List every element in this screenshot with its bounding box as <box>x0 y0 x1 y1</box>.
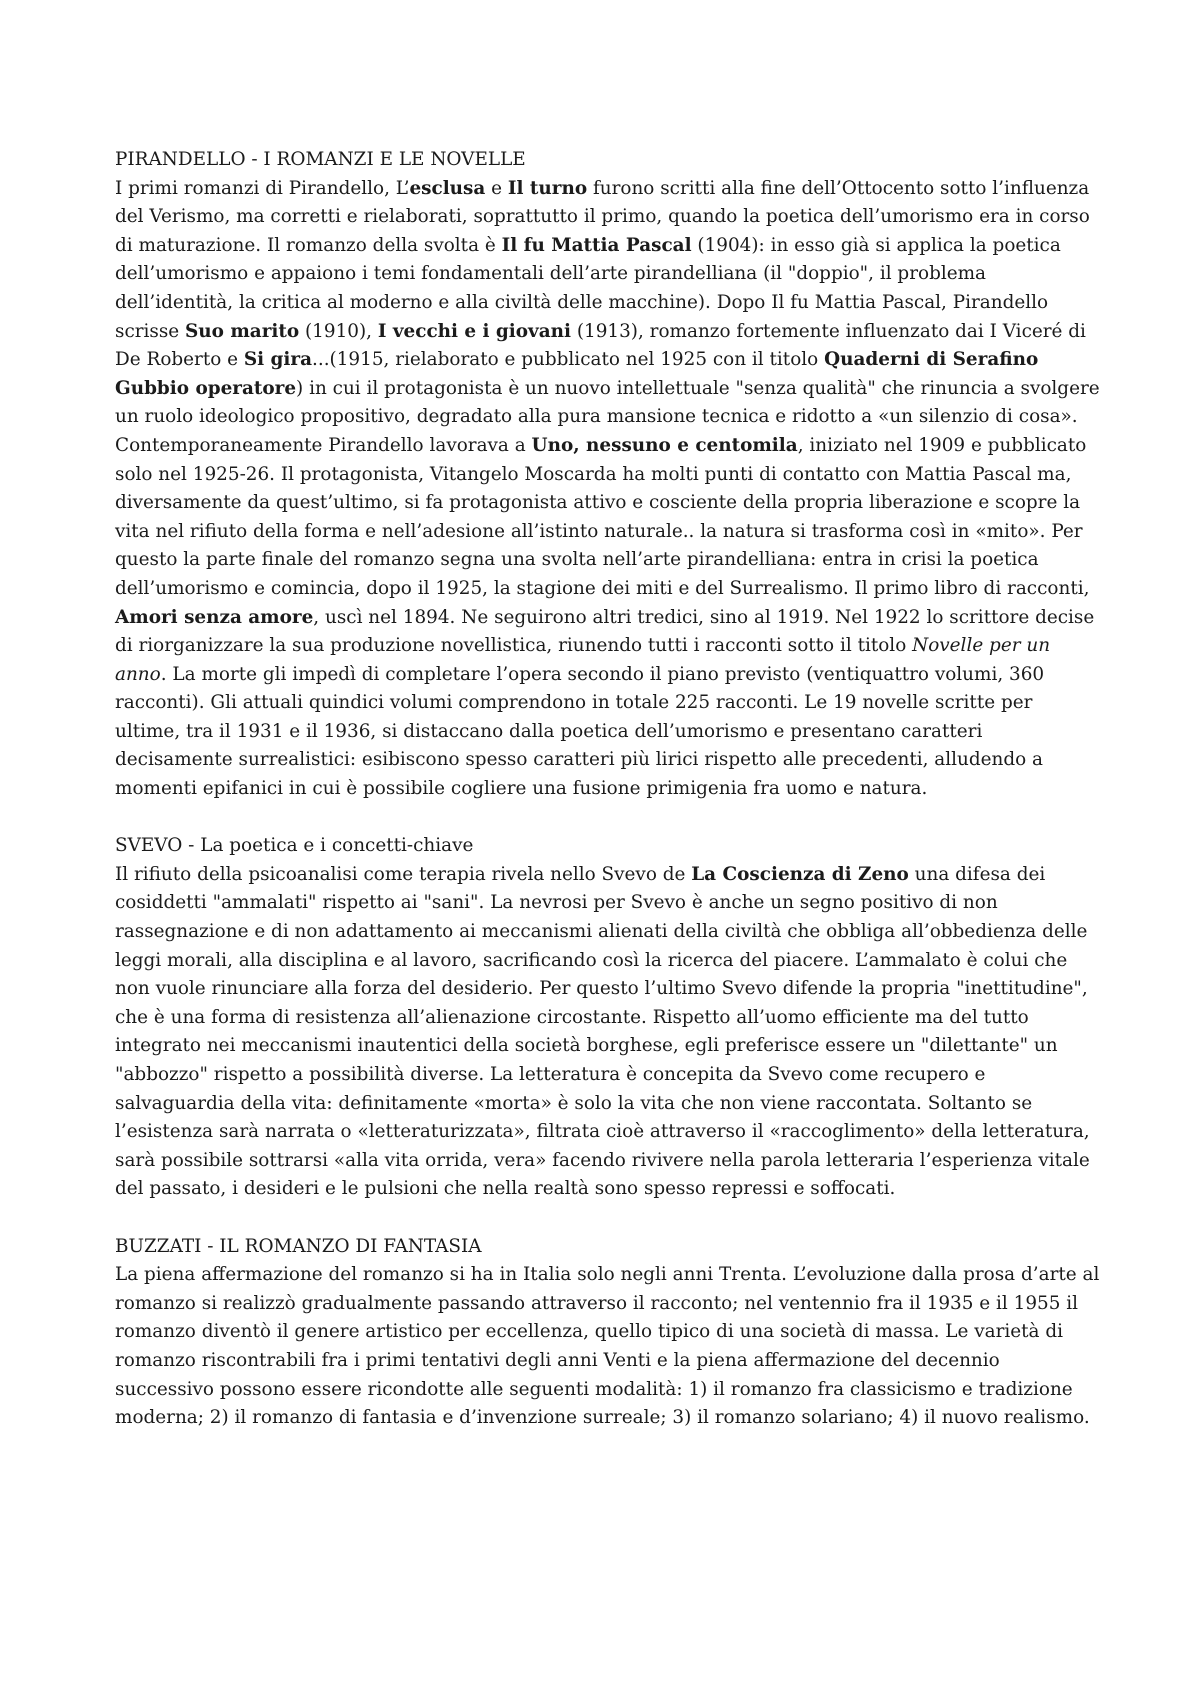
section-heading: SVEVO - La poetica e i concetti-chiave <box>115 835 474 857</box>
work-title: Uno, nessuno e centomila <box>531 434 798 456</box>
section-pirandello <box>115 146 1100 804</box>
body-text: (1913), romanzo fortemente influenzato dai I Viceré di De Roberto e <box>115 320 1086 371</box>
section-heading: BUZZATI - IL ROMANZO DI FANTASIA <box>115 1235 482 1257</box>
section-svevo <box>115 832 1100 1204</box>
body-text: La piena affermazione del romanzo si ha in Italia solo negli anni Trenta. L’evoluzione dalla prosa d’arte al romanzo si realizzò gradualmente passando attraverso il racconto; nel ventennio fra il 1935 e il 1955 il romanzo diventò il genere artistico per eccellenza, quello tipico di una società di massa. Le varietà di romanzo riscontrabili fra i primi tentativi degli anni Venti e la piena affermazione del decennio successivo possono essere ricondotte alle seguenti modalità: 1) il romanzo fra classicismo e tradizione moderna; 2) il romanzo di fantasia e d’invenzione surreale; 3) il romanzo solariano; 4) il nuovo realismo. <box>115 1264 1100 1429</box>
work-title: Il turno <box>507 177 588 199</box>
section-body <box>115 1261 1100 1433</box>
work-title: I vecchi e i giovani <box>377 320 571 342</box>
work-title: Il fu Mattia Pascal <box>501 234 692 256</box>
body-text: furono scritti alla fine dell’Ottocento sotto l’influenza del Verismo, ma corretti e rielaborati, soprattutto il primo, quando la poetica dell’umorismo era in corso di maturazione. Il romanzo della svolta è <box>115 177 1090 256</box>
section-heading: PIRANDELLO - I ROMANZI E LE NOVELLE <box>115 149 526 170</box>
body-text: ) in cui il protagonista è un nuovo intellettuale "senza qualità" che rinuncia a svolgere un ruolo ideologico propositivo, degradato alla pura mansione tecnica e ridotto a «un silenzio di cosa». Contemporaneamente Pirandello lavorava a <box>115 377 1100 456</box>
section-buzzati <box>115 1233 1100 1433</box>
work-title: La Coscienza di Zeno <box>691 863 909 885</box>
document-page <box>115 146 1100 1461</box>
body-text: (1904): in esso già si applica la poetica dell’umorismo e appaiono i temi fondamentali dell’arte pirandelliana (il "doppio", il problema dell’identità, la critica al moderno e alla civiltà delle macchine). Dopo Il fu Mattia Pascal, Pirandello scrisse <box>115 234 1061 342</box>
work-title: Si gira <box>243 349 313 371</box>
body-text: una difesa dei cosiddetti "ammalati" rispetto ai "sani". La nevrosi per Svevo è anche un segno positivo di non rassegnazione e di non adattamento ai meccanismi alienati della civiltà che obbliga all’obbedienza delle leggi morali, alla disciplina e al lavoro, sacrificando così la ricerca del piacere. L’ammalato è colui che non vuole rinunciare alla forza del desiderio. Per questo l’ultimo Svevo difende la propria "inettitudine", che è una forma di resistenza all’alienazione circostante. Rispetto all’uomo efficiente ma del tutto integrato nei meccanismi inautentici della società borghese, egli preferisce essere un "dilettante" un "abbozzo" rispetto a possibilità diverse. La letteratura è concepita da Svevo come recupero e salvaguardia della vita: definitamente «morta» è solo la vita che non viene raccontata. Soltanto se l’esistenza sarà narrata o «letteraturizzata», filtrata cioè attraverso il «raccoglimento» della letteratura, sarà possibile sottrarsi «alla vita orrida, vera» facendo rivivere nella parola letteraria l’esperienza vitale del passato, i desideri e le pulsioni che nella realtà sono spesso repressi e soffocati. <box>115 863 1090 1200</box>
body-text: , uscì nel 1894. Ne seguirono altri tredici, sino al 1919. Nel 1922 lo scrittore decise di riorganizzare la sua produzione novellistica, riunendo tutti i racconti sotto il titolo <box>115 606 1095 657</box>
work-title: esclusa <box>409 177 486 199</box>
body-text: I primi romanzi di Pirandello, L’ <box>115 177 410 199</box>
section-body <box>115 861 1100 1204</box>
body-text: . La morte gli impedì di completare l’opera secondo il piano previsto (ventiquattro volumi, 360 racconti). Gli attuali quindici volumi comprendono in totale 225 racconti. Le 19 novelle scritte per ultime, tra il 1931 e il 1936, si distaccano dalla poetica dell’umorismo e presentano caratteri decisamente surrealistici: esibiscono spesso caratteri più lirici rispetto alle precedenti, alludendo a momenti epifanici in cui è possibile cogliere una fusione primigenia fra uomo e natura. <box>115 663 1045 800</box>
section-body <box>115 175 1100 804</box>
work-title: Novelle per un anno <box>115 635 1051 685</box>
body-text: (1910), <box>299 320 378 342</box>
work-title: Suo marito <box>185 320 300 342</box>
body-text: Il rifiuto della psicoanalisi come terapia rivela nello Svevo de <box>115 863 692 885</box>
work-title: Quaderni di Serafino Gubbio operatore <box>115 349 1039 399</box>
body-text: ...(1915, rielaborato e pubblicato nel 1925 con il titolo <box>312 349 825 371</box>
body-text: e <box>485 177 508 199</box>
body-text: , iniziato nel 1909 e pubblicato solo nel 1925-26. Il protagonista, Vitangelo Moscarda ha molti punti di contatto con Mattia Pascal ma, diversamente da quest’ultimo, si fa protagonista attivo e cosciente della propria liberazione e scopre la vita nel rifiuto della forma e nell’adesione all’istinto naturale.. la natura si trasforma così in «mito». Per questo la parte finale del romanzo segna una svolta nell’arte pirandelliana: entra in crisi la poetica dell’umorismo e comincia, dopo il 1925, la stagione dei miti e del Surrealismo. Il primo libro di racconti, <box>115 434 1090 599</box>
work-title: Amori senza amore <box>115 606 314 628</box>
